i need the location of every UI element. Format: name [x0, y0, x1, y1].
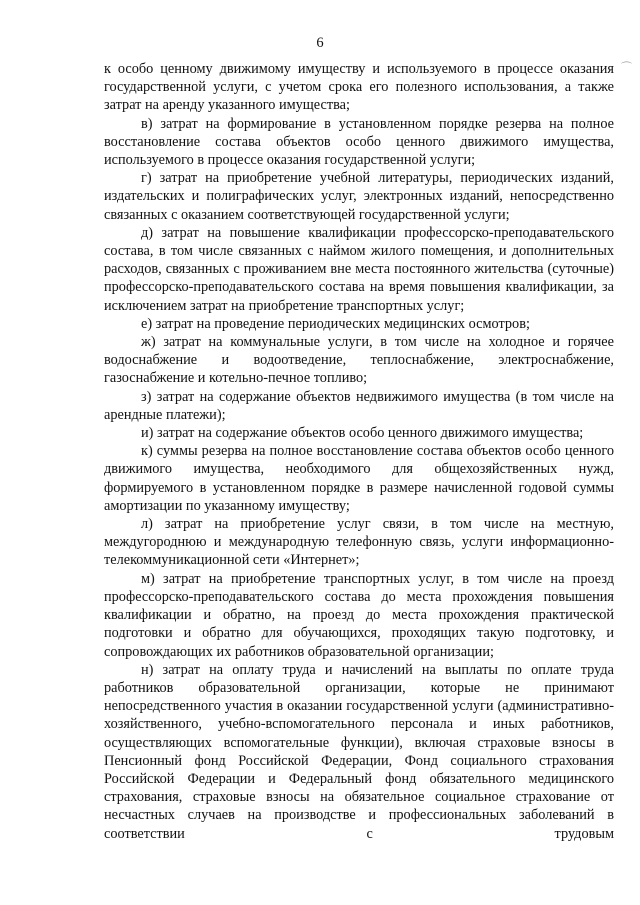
paragraph-g: г) затрат на приобретение учебной литературы, периодических изданий, издательских и полиграфических услуг, электронных изданий, непосредственно связанных с оказанием соответствующей государственной услуги;	[104, 170, 614, 223]
paragraph-l: л) затрат на приобретение услуг связи, в том числе на местную, междугороднюю и международную телефонную связь, услуги информационно-телекоммуникационной сети «Интернет»;	[104, 516, 614, 569]
margin-mark: ⌒	[621, 62, 632, 74]
paragraph-d: д) затрат на повышение квалификации профессорско-преподавательского состава, в том числе связанных с наймом жилого помещения, и дополнительных расходов, связанных с проживанием вне места постоянного жительства (суточные) профессорско-преподавательского состава на время повышения квалификации, за исключением затрат на приобретение транспортных услуг;	[104, 224, 614, 314]
paragraph-continuation: к особо ценному движимому имуществу и используемого в процессе оказания государственной услуги, с учетом срока его полезного использования, а также затрат на аренду указанного имущества;	[104, 61, 614, 114]
document-body	[104, 60, 614, 843]
paragraph-n: н) затрат на оплату труда и начислений на выплаты по оплате труда работников образовательной организации, которые не принимают непосредственного участия в оказании государственной услуги (административно-хозяйственного, учебно-вспомогательного персонала и иных работников, осуществляющих вспомогательные функции), включая страховые взносы в Пенсионный фонд Российской Федерации, Фонд социального страхования Российской Федерации и Федеральный фонд обязательного медицинского страхования, страховые взносы на обязательное социальное страхование от несчастных случаев на производстве и профессиональных заболеваний в соответствии с трудовым	[104, 661, 614, 842]
paragraph-zh: ж) затрат на коммунальные услуги, в том числе на холодное и горячее водоснабжение и водоотведение, теплоснабжение, электроснабжение, газоснабжение и котельно-печное топливо;	[104, 334, 614, 387]
paragraph-z: з) затрат на содержание объектов недвижимого имущества (в том числе на арендные платежи);	[104, 388, 614, 423]
paragraph-e: е) затрат на проведение периодических медицинских осмотров;	[141, 315, 530, 332]
paragraph-k: к) суммы резерва на полное восстановление состава объектов особо ценного движимого имущества, необходимого для общехозяйственных нужд, формируемого в установленном порядке в размере начисленной годовой суммы амортизации по указанному имуществу;	[104, 443, 614, 514]
paragraph-v: в) затрат на формирование в установленном порядке резерва на полное восстановление состава объектов особо ценного движимого имущества, используемого в процессе оказания государственной услуги;	[104, 115, 614, 169]
paragraph-i: и) затрат на содержание объектов особо ценного движимого имущества;	[141, 425, 584, 442]
paragraph-m: м) затрат на приобретение транспортных услуг, в том числе на проезд профессорско-преподавательского состава до места прохождения повышения квалификации и обратно, на проезд до места прохождения практической подготовки и обратно для обучающихся, проходящих такую подготовку, и сопровождающих их работников образовательной организации;	[104, 570, 614, 660]
page-number: 6	[316, 35, 324, 51]
